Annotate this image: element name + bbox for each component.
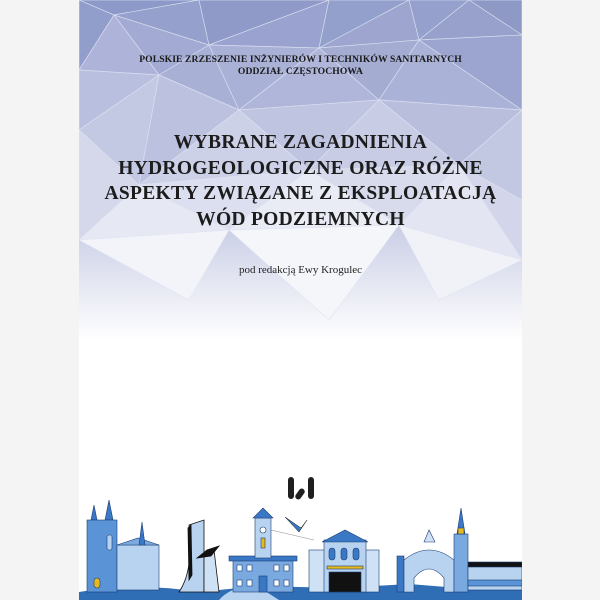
publisher-name xyxy=(79,54,522,78)
monument-icon xyxy=(179,520,219,592)
jasna-gora-icon xyxy=(397,508,522,592)
theatre-icon xyxy=(309,530,379,592)
czestochowa-skyline-illustration xyxy=(79,500,522,600)
title-line-1: WYBRANE ZAGADNIENIA xyxy=(173,132,428,153)
publisher-line-1: POLSKIE ZRZESZENIE INŻYNIERÓW I TECHNIKÓW SANITARNYCH xyxy=(139,54,462,65)
acrobat-icon xyxy=(271,517,314,540)
book-title xyxy=(79,130,522,232)
book-cover xyxy=(79,0,522,600)
editor-credit: pod redakcją Ewy Krogulec xyxy=(238,264,363,276)
title-line-4: WÓD PODZIEMNYCH xyxy=(196,208,405,230)
publisher-line-2: ODDZIAŁ CZĘSTOCHOWA xyxy=(237,66,364,77)
cathedral-icon xyxy=(87,500,159,592)
title-line-2: HYDROGEOLOGICZNE ORAZ RÓŻNE xyxy=(118,157,483,179)
town-hall-icon xyxy=(229,508,297,592)
title-line-3: ASPEKTY ZWIĄZANE Z EKSPLOATACJĄ xyxy=(104,183,497,204)
publisher-logo-icon xyxy=(286,476,316,500)
